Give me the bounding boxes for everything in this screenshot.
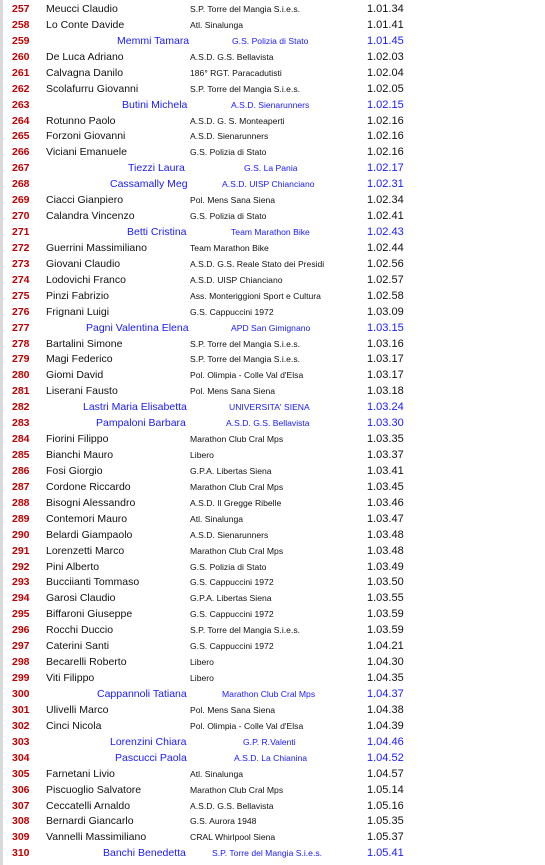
team-name: Atl. Sinalunga (190, 513, 244, 524)
position-number: 288 (12, 496, 30, 509)
finish-time: 1.03.45 (367, 480, 404, 493)
table-row (0, 734, 545, 750)
team-name: G.S. Polizia di Stato (232, 35, 309, 46)
position-number: 283 (12, 417, 30, 430)
runner-name: Magi Federico (46, 353, 113, 366)
finish-time: 1.02.05 (367, 82, 404, 95)
finish-time: 1.02.04 (367, 66, 404, 79)
team-name: A.S.D. G.S. Bellavista (226, 418, 310, 429)
runner-name: Cassamally Meg (110, 178, 188, 191)
position-number: 277 (12, 321, 30, 334)
position-number: 263 (12, 98, 30, 111)
team-name: A.S.D. Il Gregge Ribelle (190, 497, 282, 508)
table-row (0, 782, 545, 798)
table-row (0, 495, 545, 511)
table-row (0, 527, 545, 543)
team-name: Pol. Mens Sana Siena (190, 386, 276, 397)
position-number: 271 (12, 226, 30, 239)
position-number: 300 (12, 687, 30, 700)
runner-name: Giomi David (46, 369, 104, 382)
runner-name: Bianchi Mauro (46, 449, 114, 462)
team-name: G.P.A. Libertas Siena (190, 465, 272, 476)
team-name: G.P. R.Valenti (243, 736, 296, 747)
position-number: 265 (12, 130, 30, 143)
team-name: A.S.D. G.S. Reale Stato dei Presidi (190, 258, 325, 269)
team-name: Libero (190, 657, 214, 668)
runner-name: Lodovichi Franco (46, 273, 126, 286)
finish-time: 1.02.16 (367, 130, 404, 143)
team-name: Atl. Sinalunga (190, 768, 244, 779)
team-name: Marathon Club Cral Mps (190, 784, 284, 795)
runner-name: Pini Alberto (46, 560, 100, 573)
runner-name: Caterini Santi (46, 640, 110, 653)
finish-time: 1.02.17 (367, 162, 404, 175)
finish-time: 1.03.17 (367, 369, 404, 382)
position-number: 282 (12, 401, 30, 414)
finish-time: 1.03.09 (367, 305, 404, 318)
runner-name: Cappannoli Tatiana (97, 687, 187, 700)
position-number: 308 (12, 815, 30, 828)
table-row (0, 511, 545, 527)
table-row (0, 144, 545, 160)
table-row (0, 718, 545, 734)
finish-time: 1.03.59 (367, 624, 404, 637)
runner-name: Lo Conte Davide (46, 18, 125, 31)
finish-time: 1.04.57 (367, 767, 404, 780)
table-row (0, 208, 545, 224)
runner-name: Garosi Claudio (46, 592, 116, 605)
table-row (0, 798, 545, 814)
team-name: A.S.D. La Chianina (234, 752, 308, 763)
table-row (0, 383, 545, 399)
finish-time: 1.03.47 (367, 512, 404, 525)
table-row (0, 224, 545, 240)
table-row (0, 256, 545, 272)
position-number: 290 (12, 528, 30, 541)
table-row (0, 17, 545, 33)
table-row (0, 288, 545, 304)
runner-name: Rocchi Duccio (46, 624, 114, 637)
table-row (0, 670, 545, 686)
position-number: 284 (12, 433, 30, 446)
table-row (0, 97, 545, 113)
position-number: 260 (12, 50, 30, 63)
finish-time: 1.04.46 (367, 735, 404, 748)
team-name: G.S. La Pania (244, 163, 298, 174)
team-name: G.S. Polizia di Stato (190, 561, 267, 572)
finish-time: 1.05.16 (367, 799, 404, 812)
runner-name: Fiorini Filippo (46, 433, 109, 446)
table-row (0, 654, 545, 670)
table-row (0, 399, 545, 415)
team-name: Team Marathon Bike (190, 242, 269, 253)
table-row (0, 463, 545, 479)
position-number: 272 (12, 241, 30, 254)
table-row (0, 351, 545, 367)
position-number: 309 (12, 831, 30, 844)
position-number: 269 (12, 194, 30, 207)
finish-time: 1.03.59 (367, 608, 404, 621)
finish-time: 1.04.30 (367, 656, 404, 669)
runner-name: Giovani Claudio (46, 257, 121, 270)
team-name: APD San Gimignano (231, 322, 311, 333)
position-number: 281 (12, 385, 30, 398)
finish-time: 1.04.35 (367, 672, 404, 685)
team-name: Marathon Club Cral Mps (190, 545, 284, 556)
runner-name: Guerrini Massimiliano (46, 241, 147, 254)
team-name: A.S.D. UISP Chianciano (190, 274, 283, 285)
finish-time: 1.05.37 (367, 831, 404, 844)
finish-time: 1.04.21 (367, 640, 404, 653)
finish-time: 1.02.31 (367, 178, 404, 191)
position-number: 292 (12, 560, 30, 573)
position-number: 268 (12, 178, 30, 191)
finish-time: 1.04.37 (367, 687, 404, 700)
finish-time: 1.02.34 (367, 194, 404, 207)
position-number: 294 (12, 592, 30, 605)
table-row (0, 431, 545, 447)
finish-time: 1.01.45 (367, 34, 404, 47)
team-name: Team Marathon Bike (231, 227, 310, 238)
table-row (0, 1, 545, 17)
table-row (0, 845, 545, 861)
position-number: 266 (12, 146, 30, 159)
team-name: G.S. Polizia di Stato (190, 211, 267, 222)
position-number: 298 (12, 656, 30, 669)
finish-time: 1.03.17 (367, 353, 404, 366)
runner-name: Lorenzini Chiara (110, 735, 187, 748)
team-name: A.S.D. G. S. Monteaperti (190, 115, 285, 126)
team-name: G.S. Cappuccini 1972 (190, 577, 274, 588)
position-number: 302 (12, 719, 30, 732)
finish-time: 1.03.48 (367, 528, 404, 541)
finish-time: 1.04.38 (367, 703, 404, 716)
finish-time: 1.02.58 (367, 289, 404, 302)
team-name: Atl. Sinalunga (190, 19, 244, 30)
team-name: Libero (190, 450, 214, 461)
runner-name: Bernardi Giancarlo (46, 815, 134, 828)
position-number: 285 (12, 449, 30, 462)
position-number: 257 (12, 3, 30, 15)
table-row (0, 240, 545, 256)
runner-name: Bisogni Alessandro (46, 496, 136, 509)
finish-time: 1.03.46 (367, 496, 404, 509)
position-number: 310 (12, 847, 30, 860)
team-name: G.P.A. Libertas Siena (190, 593, 272, 604)
table-row (0, 479, 545, 495)
position-number: 278 (12, 337, 30, 350)
position-number: 305 (12, 767, 30, 780)
finish-time: 1.03.30 (367, 417, 404, 430)
team-name: Pol. Mens Sana Siena (190, 195, 276, 206)
finish-time: 1.02.16 (367, 114, 404, 127)
table-row (0, 638, 545, 654)
finish-time: 1.04.39 (367, 719, 404, 732)
finish-time: 1.02.56 (367, 257, 404, 270)
finish-time: 1.03.37 (367, 449, 404, 462)
position-number: 286 (12, 464, 30, 477)
runner-name: Butini Michela (122, 98, 188, 111)
position-number: 262 (12, 82, 30, 95)
finish-time: 1.03.18 (367, 385, 404, 398)
position-number: 304 (12, 751, 30, 764)
finish-time: 1.03.48 (367, 544, 404, 557)
position-number: 280 (12, 369, 30, 382)
finish-time: 1.02.44 (367, 241, 404, 254)
position-number: 274 (12, 273, 30, 286)
table-row (0, 113, 545, 129)
position-number: 287 (12, 480, 30, 493)
runner-name: De Luca Adriano (46, 50, 124, 63)
team-name: S.P. Torre del Mangia S.i.e.s. (190, 4, 301, 14)
position-number: 295 (12, 608, 30, 621)
runner-name: Pampaloni Barbara (96, 417, 186, 430)
team-name: S.P. Torre del Mangia S.i.e.s. (190, 83, 301, 94)
runner-name: Piscuoglio Salvatore (46, 783, 142, 796)
runner-name: Calvagna Danilo (46, 66, 124, 79)
finish-time: 1.02.15 (367, 98, 404, 111)
runner-name: Becarelli Roberto (46, 656, 127, 669)
finish-time: 1.01.34 (367, 3, 404, 15)
runner-name: Biffaroni Giuseppe (46, 608, 133, 621)
table-row (0, 622, 545, 638)
team-name: A.S.D. UISP Chianciano (222, 179, 315, 190)
team-name: G.S. Cappuccini 1972 (190, 609, 274, 620)
team-name: 186° RGT. Paracadutisti (190, 67, 282, 78)
team-name: S.P. Torre del Mangia S.i.e.s. (190, 625, 301, 636)
table-row (0, 33, 545, 49)
team-name: S.P. Torre del Mangia S.i.e.s. (190, 338, 301, 349)
finish-time: 1.03.35 (367, 433, 404, 446)
team-name: A.S.D. Sienarunners (190, 131, 269, 142)
table-row (0, 829, 545, 845)
position-number: 273 (12, 257, 30, 270)
runner-name: Ciacci Gianpiero (46, 194, 124, 207)
position-number: 293 (12, 576, 30, 589)
team-name: G.S. Polizia di Stato (190, 147, 267, 158)
runner-name: Contemori Mauro (46, 512, 128, 525)
position-number: 279 (12, 353, 30, 366)
runner-name: Ceccatelli Arnaldo (46, 799, 131, 812)
position-number: 303 (12, 735, 30, 748)
table-row (0, 766, 545, 782)
table-row (0, 590, 545, 606)
runner-name: Meucci Claudio (46, 3, 118, 15)
team-name: S.P. Torre del Mangia S.i.e.s. (212, 848, 323, 859)
finish-time: 1.03.41 (367, 464, 404, 477)
finish-time: 1.05.35 (367, 815, 404, 828)
table-row (0, 559, 545, 575)
position-number: 307 (12, 799, 30, 812)
runner-name: Fosi Giorgio (46, 464, 103, 477)
runner-name: Pinzi Fabrizio (46, 289, 110, 302)
finish-time: 1.01.41 (367, 18, 404, 31)
position-number: 299 (12, 672, 30, 685)
runner-name: Memmi Tamara (117, 34, 190, 47)
finish-time: 1.02.57 (367, 273, 404, 286)
team-name: Libero (190, 673, 214, 684)
team-name: Marathon Club Cral Mps (222, 688, 316, 699)
position-number: 291 (12, 544, 30, 557)
position-number: 270 (12, 210, 30, 223)
position-number: 289 (12, 512, 30, 525)
table-row (0, 543, 545, 559)
table-row (0, 813, 545, 829)
position-number: 306 (12, 783, 30, 796)
table-row (0, 686, 545, 702)
table-row (0, 192, 545, 208)
position-number: 261 (12, 66, 30, 79)
table-row (0, 367, 545, 383)
table-row (0, 320, 545, 336)
table-row (0, 272, 545, 288)
team-name: A.S.D. Sienarunners (231, 99, 310, 110)
finish-time: 1.03.50 (367, 576, 404, 589)
finish-time: 1.02.41 (367, 210, 404, 223)
team-name: Pol. Olimpia - Colle Val d'Elsa (190, 370, 304, 381)
finish-time: 1.02.16 (367, 146, 404, 159)
team-name: Marathon Club Cral Mps (190, 434, 284, 445)
runner-name: Cordone Riccardo (46, 480, 131, 493)
finish-time: 1.03.15 (367, 321, 404, 334)
table-row (0, 160, 545, 176)
table-row (0, 304, 545, 320)
finish-time: 1.02.43 (367, 226, 404, 239)
runner-name: Farnetani Livio (46, 767, 115, 780)
position-number: 275 (12, 289, 30, 302)
team-name: S.P. Torre del Mangia S.i.e.s. (190, 354, 301, 365)
team-name: G.S. Aurora 1948 (190, 816, 257, 827)
runner-name: Liserani Fausto (46, 385, 118, 398)
team-name: Marathon Club Cral Mps (190, 481, 284, 492)
runner-name: Vannelli Massimiliano (46, 831, 147, 844)
table-row (0, 81, 545, 97)
runner-name: Pascucci Paola (115, 751, 187, 764)
position-number: 267 (12, 162, 30, 175)
runner-name: Frignani Luigi (46, 305, 110, 318)
runner-name: Scolafurru Giovanni (46, 82, 139, 95)
position-number: 264 (12, 114, 30, 127)
position-number: 297 (12, 640, 30, 653)
team-name: G.S. Cappuccini 1972 (190, 306, 274, 317)
finish-time: 1.05.14 (367, 783, 404, 796)
finish-time: 1.03.55 (367, 592, 404, 605)
table-row (0, 750, 545, 766)
team-name: G.S. Cappuccini 1972 (190, 641, 274, 652)
position-number: 276 (12, 305, 30, 318)
finish-time: 1.02.03 (367, 50, 404, 63)
team-name: CRAL Whirlpool Siena (190, 832, 276, 843)
table-row (0, 415, 545, 431)
table-row (0, 176, 545, 192)
table-row (0, 447, 545, 463)
position-number: 259 (12, 34, 30, 47)
runner-name: Tiezzi Laura (128, 162, 185, 175)
team-name: Ass. Monteriggioni Sport e Cultura (190, 290, 321, 301)
runner-name: Viti Filippo (46, 672, 95, 685)
table-row (0, 49, 545, 65)
team-name: A.S.D. G.S. Bellavista (190, 800, 274, 811)
runner-name: Bucciianti Tommaso (46, 576, 140, 589)
runner-name: Cinci Nicola (46, 719, 102, 732)
runner-name: Bartalini Simone (46, 337, 123, 350)
table-row (0, 128, 545, 144)
position-number: 296 (12, 624, 30, 637)
runner-name: Belardi Giampaolo (46, 528, 133, 541)
table-row (0, 336, 545, 352)
finish-time: 1.03.49 (367, 560, 404, 573)
table-row (0, 65, 545, 81)
table-row (0, 574, 545, 590)
finish-time: 1.05.41 (367, 847, 404, 860)
finish-time: 1.04.52 (367, 751, 404, 764)
runner-name: Calandra Vincenzo (46, 210, 135, 223)
position-number: 301 (12, 703, 30, 716)
runner-name: Pagni Valentina Elena (86, 321, 189, 334)
table-row (0, 702, 545, 718)
position-number: 258 (12, 18, 30, 31)
runner-name: Viciani Emanuele (46, 146, 127, 159)
team-name: UNIVERSITA' SIENA (229, 402, 310, 413)
runner-name: Betti Cristina (127, 226, 187, 239)
team-name: A.S.D. G.S. Bellavista (190, 51, 274, 62)
runner-name: Rotunno Paolo (46, 114, 116, 127)
runner-name: Lastri Maria Elisabetta (83, 401, 187, 414)
table-row (0, 606, 545, 622)
runner-name: Ulivelli Marco (46, 703, 109, 716)
runner-name: Lorenzetti Marco (46, 544, 125, 557)
runner-name: Banchi Benedetta (103, 847, 186, 860)
runner-name: Forzoni Giovanni (46, 130, 126, 143)
team-name: A.S.D. Sienarunners (190, 529, 269, 540)
finish-time: 1.03.24 (367, 401, 404, 414)
team-name: Pol. Mens Sana Siena (190, 704, 276, 715)
finish-time: 1.03.16 (367, 337, 404, 350)
team-name: Pol. Olimpia - Colle Val d'Elsa (190, 720, 304, 731)
